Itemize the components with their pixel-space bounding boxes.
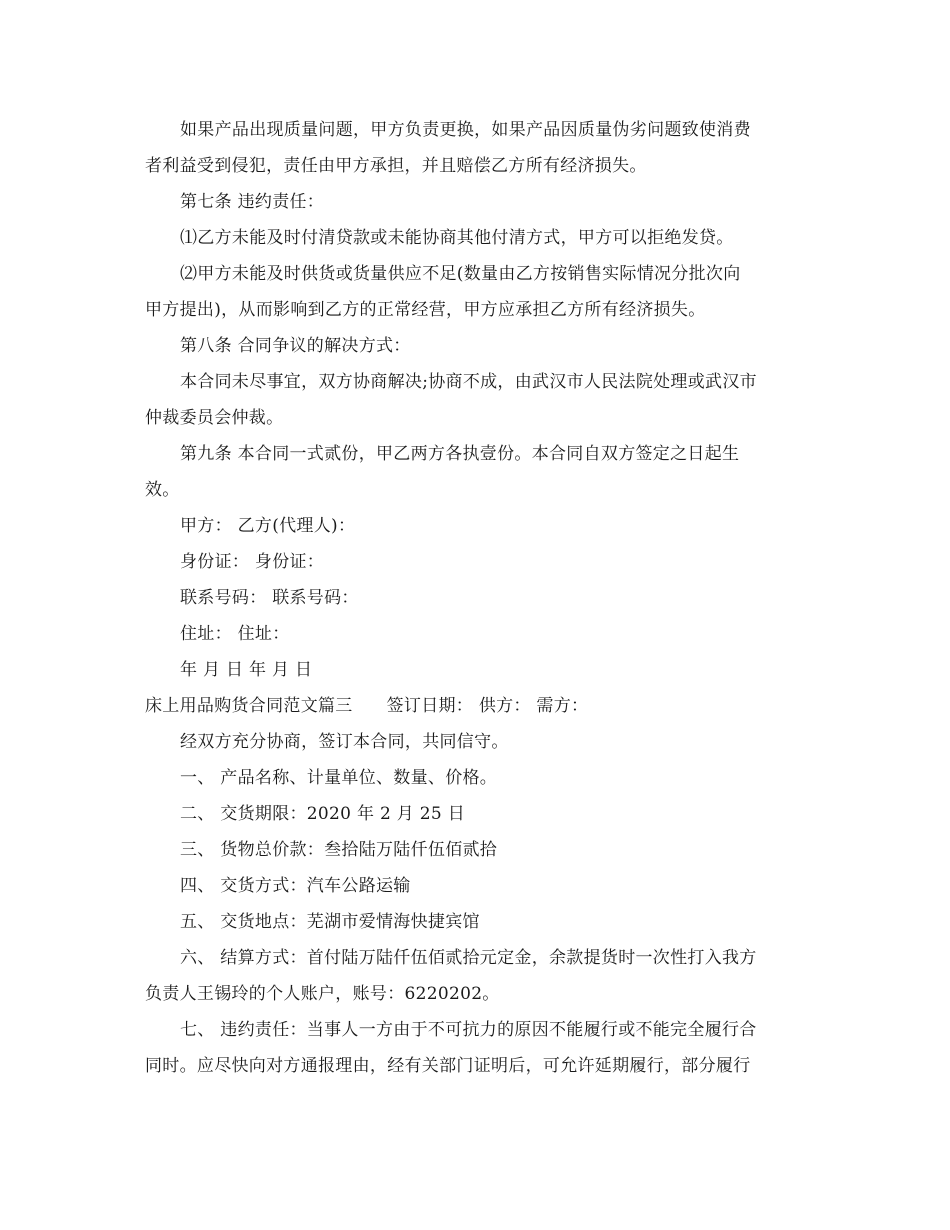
signature-date-line: 年 月 日 年 月 日 xyxy=(180,660,313,680)
paragraph-line: 效。 xyxy=(145,480,180,500)
signature-address-line: 住址： 住址： xyxy=(180,624,290,644)
paragraph-line: 本合同未尽事宜，双方协商解决;协商不成，由武汉市人民法院处理或武汉市 xyxy=(180,372,757,392)
clause-line: 六、 结算方式：首付陆万陆仟伍佰贰拾元定金，余款提货时一次性打入我方 xyxy=(180,948,757,968)
document-body xyxy=(145,112,810,1084)
clause-line: 七、 违约责任：当事人一方由于不可抗力的原因不能履行或不能完全履行合 xyxy=(180,1020,757,1040)
paragraph-line: 经双方充分协商，签订本合同，共同信守。 xyxy=(180,732,509,752)
paragraph-line: 负责人王锡玲的个人账户，账号：6220202。 xyxy=(145,984,500,1004)
article-heading: 第八条 合同争议的解决方式： xyxy=(180,336,411,356)
section-heading xyxy=(145,688,810,724)
paragraph-line: ⑵甲方未能及时供货或货量供应不足(数量由乙方按销售实际情况分批次向 xyxy=(180,264,741,284)
clause-line: 一、 产品名称、计量单位、数量、价格。 xyxy=(180,768,498,788)
signature-id-line: 身份证： 身份证： xyxy=(180,552,325,572)
section-title: 床上用品购货合同范文篇三 xyxy=(145,696,353,716)
paragraph-line: 如果产品出现质量问题，甲方负责更换，如果产品因质量伪劣问题致使消费 xyxy=(180,120,751,140)
paragraph-line: ⑴乙方未能及时付清贷款或未能协商其他付清方式，甲方可以拒绝发贷。 xyxy=(180,228,734,248)
clause-line: 三、 货物总价款：叁拾陆万陆仟伍佰贰拾 xyxy=(180,840,498,860)
clause-line: 五、 交货地点：芜湖市爱情海快捷宾馆 xyxy=(180,912,480,932)
paragraph-line: 同时。应尽快向对方通报理由，经有关部门证明后，可允许延期履行，部分履行 xyxy=(145,1056,751,1076)
clause-line: 二、 交货期限：2020 年 2 月 25 日 xyxy=(180,804,466,824)
signature-party-line: 甲方： 乙方(代理人)： xyxy=(180,516,356,536)
signature-phone-line: 联系号码： 联系号码： xyxy=(180,588,359,608)
paragraph-line: 者利益受到侵犯，责任由甲方承担，并且赔偿乙方所有经济损失。 xyxy=(145,156,647,176)
paragraph-line: 仲裁委员会仲裁。 xyxy=(145,408,284,428)
paragraph-line: 甲方提出)，从而影响到乙方的正常经营，甲方应承担乙方所有经济损失。 xyxy=(145,300,706,320)
article-heading: 第七条 违约责任： xyxy=(180,192,325,212)
section-meta: 签订日期： 供方： 需方： xyxy=(386,696,589,716)
paragraph-line: 第九条 本合同一式贰份，甲乙两方各执壹份。本合同自双方签定之日起生 xyxy=(180,444,740,464)
clause-line: 四、 交货方式：汽车公路运输 xyxy=(180,876,411,896)
